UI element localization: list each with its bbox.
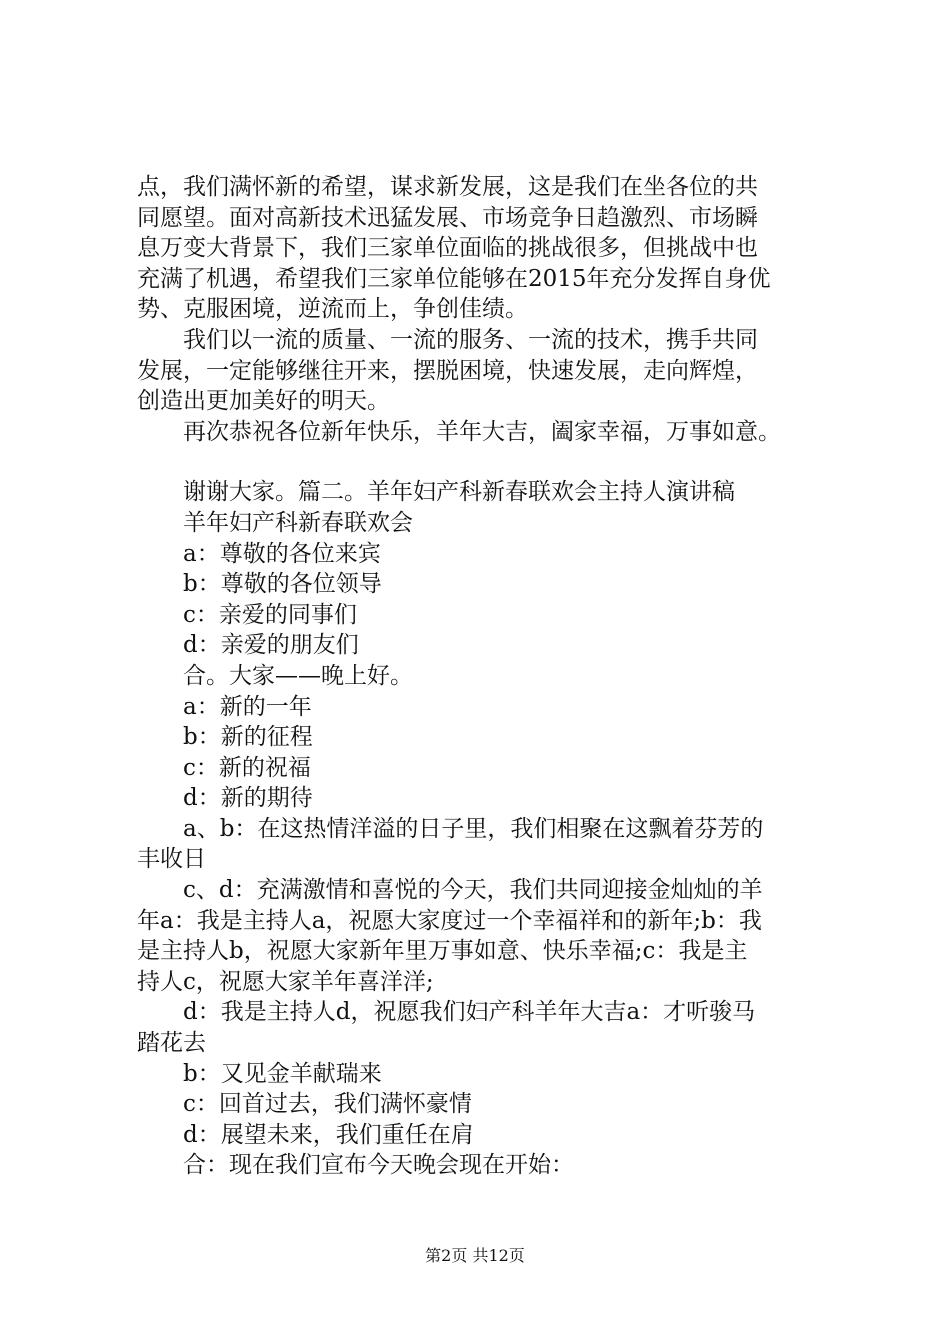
paragraph — [137, 477, 837, 508]
paragraph — [137, 1059, 837, 1090]
text-line: c：新的祝福 — [183, 754, 311, 781]
text-line: 年a：我是主持人a，祝愿大家度过一个幸福祥和的新年;b：我 — [137, 907, 762, 934]
text-line: 充满了机遇，希望我们三家单位能够在2015年充分发挥自身优 — [137, 265, 771, 292]
text-line: 踏花去 — [137, 1030, 206, 1057]
text-line: d：亲爱的朋友们 — [183, 632, 359, 659]
text-line: b：尊敬的各位领导 — [183, 571, 382, 598]
paragraph — [137, 753, 837, 784]
paragraph — [137, 600, 837, 631]
text-line: 谢谢大家。篇二。羊年妇产科新春联欢会主持人演讲稿 — [183, 479, 735, 506]
text-line: 丰收日 — [137, 846, 206, 873]
text-line: 同愿望。面对高新技术迅猛发展、市场竞争日趋激烈、市场瞬 — [137, 204, 758, 231]
text-line: 持人c，祝愿大家羊年喜洋洋; — [137, 968, 434, 995]
text-line: b：又见金羊献瑞来 — [183, 1060, 382, 1087]
text-line: c：亲爱的同事们 — [183, 601, 357, 628]
paragraph — [137, 1120, 837, 1151]
paragraph — [137, 539, 837, 570]
text-line: a、b：在这热情洋溢的日子里，我们相聚在这飘着芬芳的 — [183, 815, 764, 842]
paragraph — [137, 814, 837, 875]
paragraph — [137, 1089, 837, 1120]
paragraph — [137, 722, 837, 753]
text-line: c、d：充满激情和喜悦的今天，我们共同迎接金灿灿的羊 — [183, 877, 763, 904]
text-line: d：新的期待 — [183, 785, 313, 812]
paragraph — [137, 508, 837, 539]
text-line: 合：现在我们宣布今天晚会现在开始： — [183, 1152, 574, 1179]
text-line: 我们以一流的质量、一流的服务、一流的技术，携手共同 — [183, 326, 758, 353]
paragraph — [137, 1150, 837, 1181]
document-body — [137, 172, 837, 1181]
paragraph — [137, 997, 837, 1058]
text-line: a：尊敬的各位来宾 — [183, 540, 381, 567]
paragraph — [137, 875, 837, 997]
text-line: 点，我们满怀新的希望，谋求新发展，这是我们在坐各位的共 — [137, 174, 758, 200]
paragraph — [137, 325, 837, 417]
text-line: 发展，一定能够继往开来，摆脱困境，快速发展，走向辉煌， — [137, 357, 758, 384]
text-line: c：回首过去，我们满怀豪情 — [183, 1091, 472, 1118]
text-line: 是主持人b，祝愿大家新年里万事如意、快乐幸福;c：我是主 — [137, 938, 748, 965]
page-footer: 第2页 共12页 — [425, 1246, 525, 1265]
text-line: b：新的征程 — [183, 724, 313, 751]
paragraph-gap — [137, 447, 837, 477]
paragraph — [137, 172, 837, 325]
text-line: 创造出更加美好的明天。 — [137, 388, 390, 415]
text-line: 势、克服困境，逆流而上，争创佳绩。 — [137, 296, 528, 323]
text-line: 息万变大背景下，我们三家单位面临的挑战很多，但挑战中也 — [137, 235, 758, 262]
paragraph — [137, 661, 837, 692]
text-line: a：新的一年 — [183, 693, 312, 720]
text-line: d：展望未来，我们重任在肩 — [183, 1121, 474, 1148]
paragraph — [137, 417, 837, 448]
text-line: 合。大家——晚上好。 — [183, 662, 413, 689]
text-line: 羊年妇产科新春联欢会 — [183, 509, 413, 536]
paragraph — [137, 630, 837, 661]
paragraph — [137, 783, 837, 814]
text-line: 再次恭祝各位新年快乐，羊年大吉，阖家幸福，万事如意。 — [183, 418, 781, 445]
paragraph — [137, 692, 837, 723]
text-line: d：我是主持人d，祝愿我们妇产科羊年大吉a：才听骏马 — [183, 999, 756, 1026]
paragraph — [137, 569, 837, 600]
